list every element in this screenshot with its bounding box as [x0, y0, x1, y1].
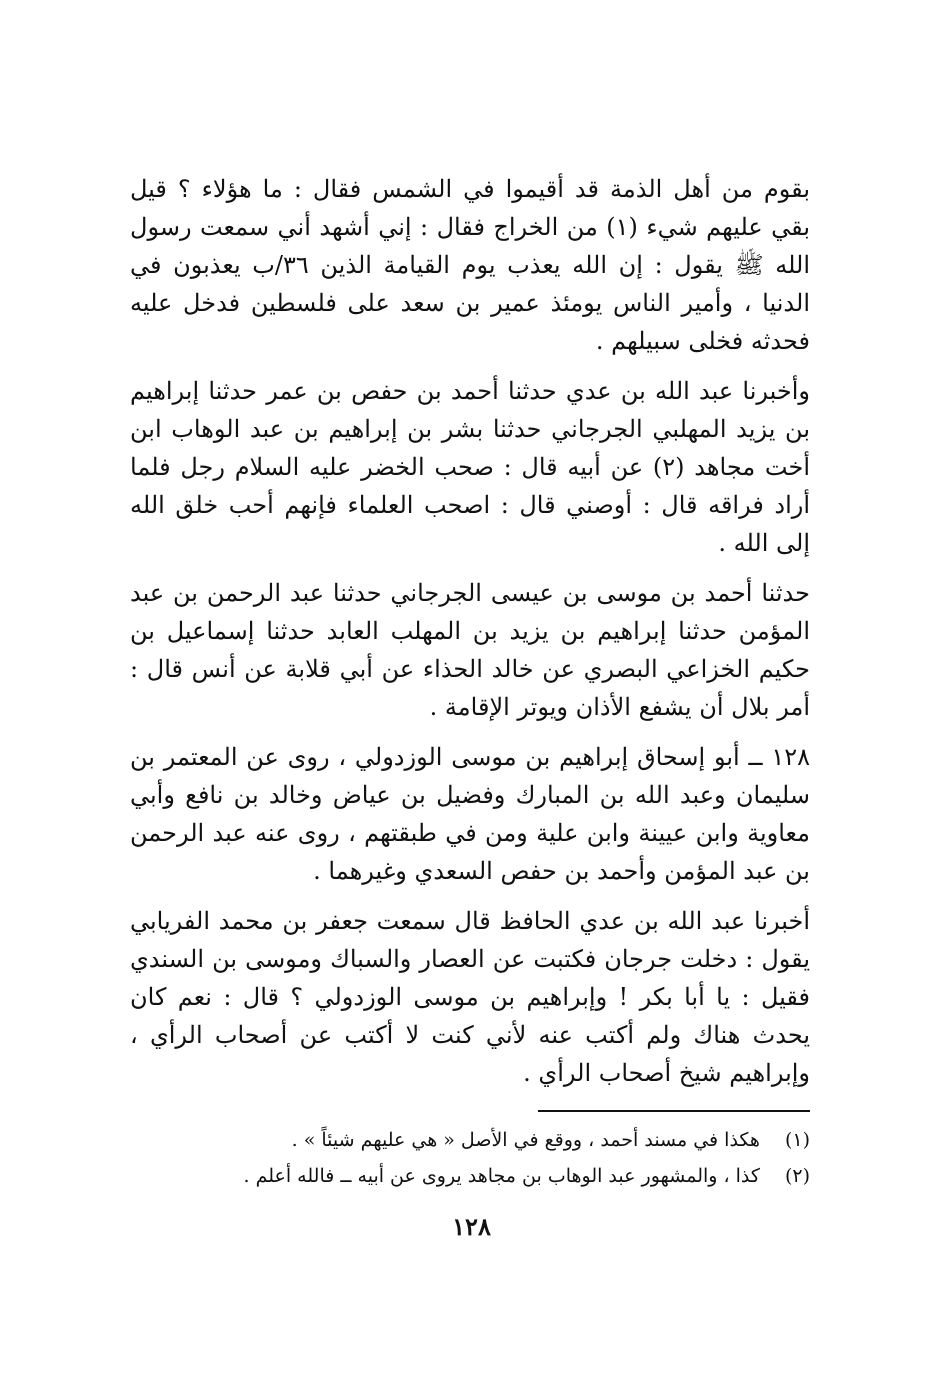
footnote-text: كذا ، والمشهور عبد الوهاب بن مجاهد يروى عن أبيه ــ فالله أعلم . [243, 1165, 760, 1187]
paragraph-4-entry-128: ١٢٨ ــ أبو إسحاق إبراهيم بن موسى الوزدولي ، روى عن المعتمر بن سليمان وعبد الله بن المبارك وفضيل بن عياض وخالد بن نافع وأبي معاوية وابن عيينة وابن علية ومن في طبقتهم ، روى عنه عبد الرحمن بن عبد المؤمن وأحمد بن حفص السعدي وغيرهما . [130, 743, 810, 885]
main-text [130, 170, 810, 1092]
footnote-text: هكذا في مسند أحمد ، ووقع في الأصل « هي عليهم شيئاً » . [291, 1129, 760, 1151]
paragraph-5: أخبرنا عبد الله بن عدي الحافظ قال سمعت جعفر بن محمد الفريابي يقول : دخلت جرجان فكتبت عن العصار والسباك وموسى بن السندي فقيل : يا أبا بكر ! وإبراهيم بن موسى الوزدولي ؟ قال : نعم كان يحدث هناك ولم أكتب عنه لأني كنت لا أكتب عن أصحاب الرأي ، وإبراهيم شيخ أصحاب الرأي . [130, 907, 810, 1087]
footnote-separator [538, 1110, 810, 1112]
footnote-number: (٢) [784, 1165, 810, 1187]
paragraph-2: وأخبرنا عبد الله بن عدي حدثنا أحمد بن حفص بن عمر حدثنا إبراهيم بن يزيد المهلبي الجرجاني حدثنا بشر بن إبراهيم بن عبد الوهاب ابن أخت مجاهد (٢) عن أبيه قال : صحب الخضر عليه السلام رجل فلما أراد فراقه قال : أوصني قال : اصحب العلماء فإنهم أحب خلق الله إلى الله . [130, 377, 811, 557]
paragraph-1: بقوم من أهل الذمة قد أقيموا في الشمس فقال : ما هؤلاء ؟ قيل بقي عليهم شيء (١) من الخراج فقال : إني أشهد أني سمعت رسول الله ﷺ يقول : إن الله يعذب يوم القيامة الذين ٣٦/ب يعذبون في الدنيا ، وأمير الناس يومئذ عمير بن سعد على فلسطين فدخل عليه فحدثه فخلى سبيلهم . [130, 175, 810, 355]
paragraph-3: حدثنا أحمد بن موسى بن عيسى الجرجاني حدثنا عبد الرحمن بن عبد المؤمن حدثنا إبراهيم بن يزيد بن المهلب العابد حدثنا إسماعيل بن حكيم الخزاعي البصري عن خالد الحذاء عن أبي قلابة عن أنس قال : أمر بلال أن يشفع الأذان ويوتر الإقامة . [130, 579, 810, 721]
footnote-number: (١) [784, 1129, 810, 1151]
footnote-1 [130, 1122, 810, 1158]
footnotes [130, 1122, 810, 1194]
footnote-2 [130, 1158, 810, 1194]
page-number: ١٢٨ [452, 1212, 491, 1241]
